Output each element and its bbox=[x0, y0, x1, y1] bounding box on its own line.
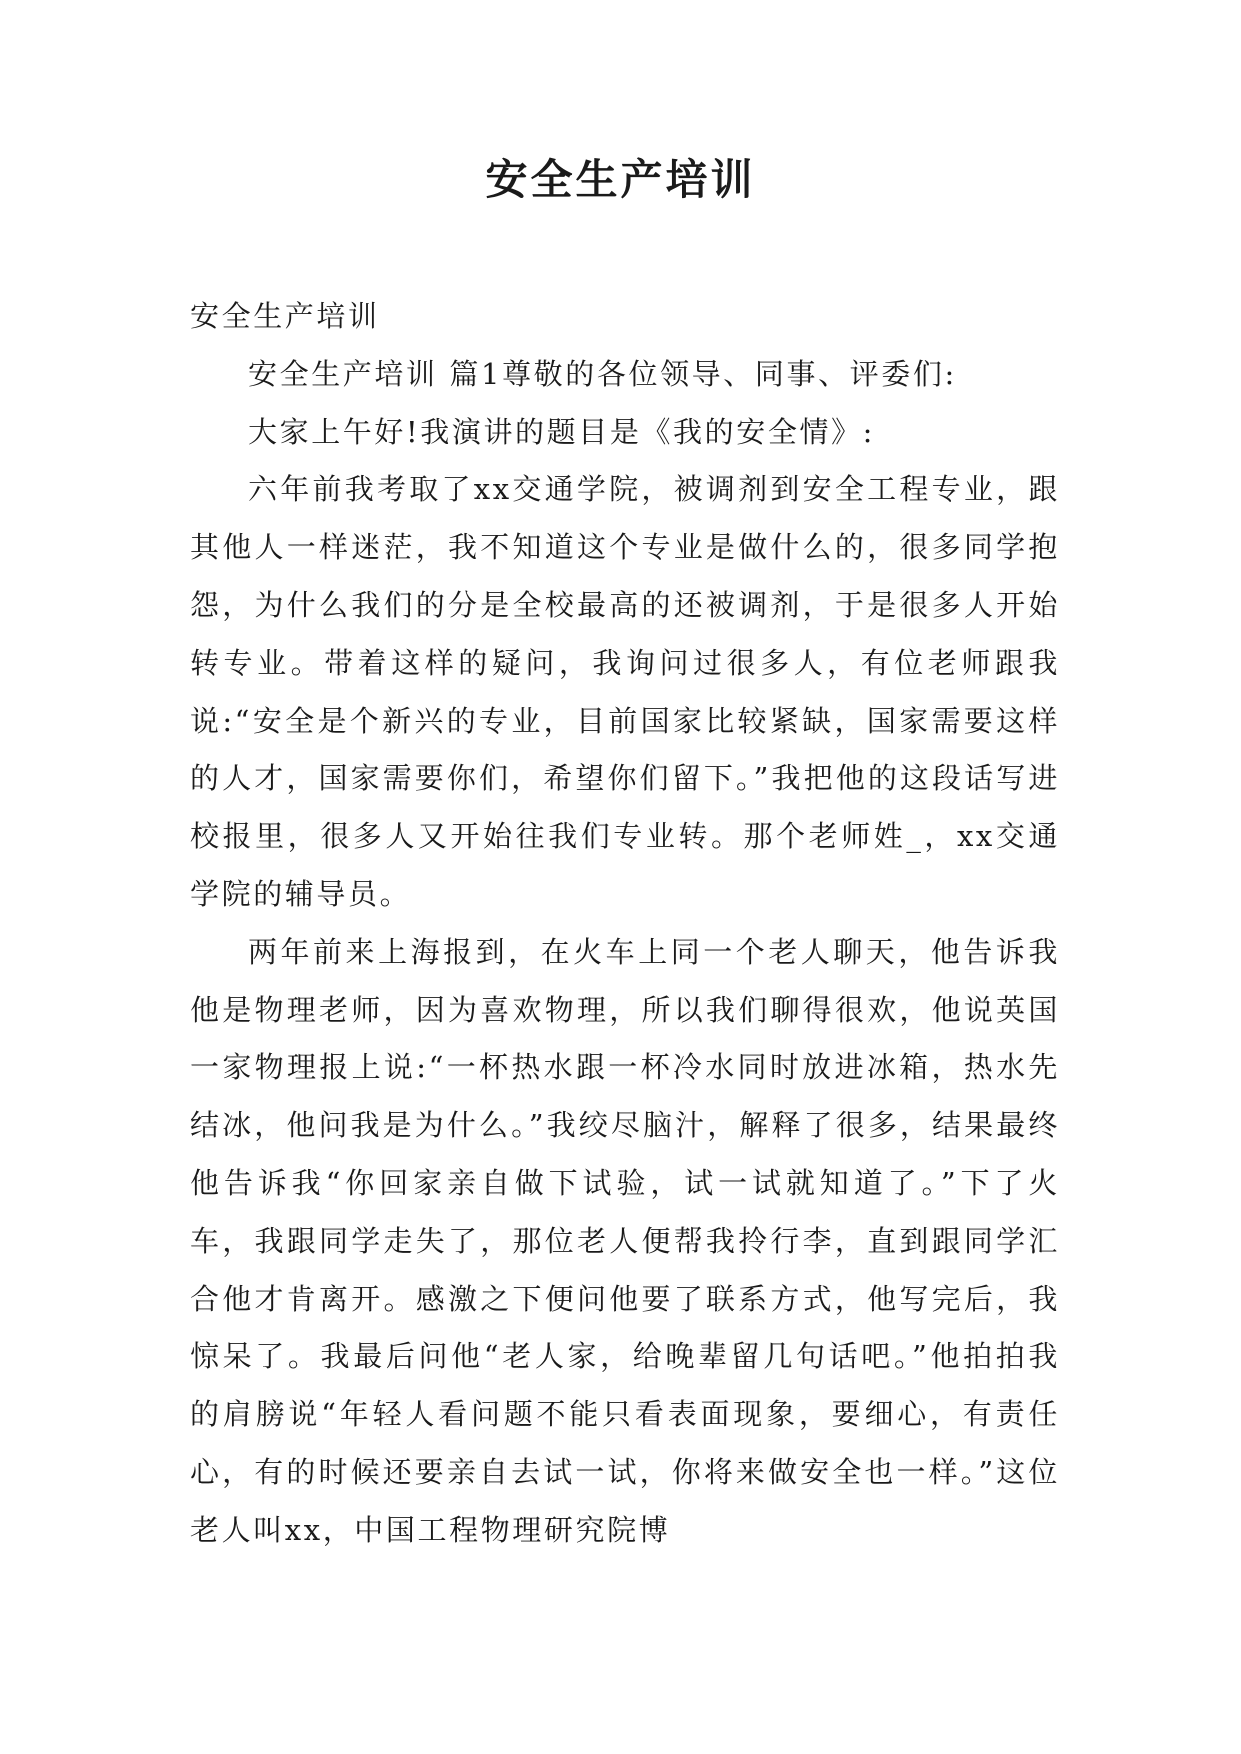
paragraph-greeting: 安全生产培训 篇1尊敬的各位领导、同事、评委们: bbox=[248, 356, 957, 391]
paragraph-story-train: 两年前来上海报到，在火车上同一个老人聊天，他告诉我他是物理老师，因为喜欢物理，所以我们聊得很欢，他说英国一家物理报上说:“一杯热水跟一杯冷水同时放进冰箱，热水先结冰，他问我是为什么。”我绞尽脑汁，解释了很多，结果最终他告诉我“你回家亲自做下试验，试一试就知道了。”下了火车，我跟同学走失了，那位老人便帮我拎行李，直到跟同学汇合他才肯离开。感激之下便问他要了联系方式，他写完后，我惊呆了。我最后问他“老人家，给晚辈留几句话吧。”他拍拍我的肩膀说“年轻人看问题不能只看表面现象，要细心，有责任心，有的时候还要亲自去试一试，你将来做安全也一样。”这位老人叫xx，中国工程物理研究院博 bbox=[190, 934, 1060, 1547]
paragraph-story-college: 六年前我考取了xx交通学院，被调剂到安全工程专业，跟其他人一样迷茫，我不知道这个专业是做什么的，很多同学抱怨，为什么我们的分是全校最高的还被调剂，于是很多人开始转专业。带着这样的疑问，我询问过很多人，有位老师跟我说:“安全是个新兴的专业，目前国家比较紧缺，国家需要这样的人才，国家需要你们，希望你们留下。”我把他的这段话写进校报里，很多人又开始往我们专业转。那个老师姓_，xx交通学院的辅导员。 bbox=[190, 472, 1060, 911]
document-subtitle: 安全生产培训 bbox=[190, 299, 380, 333]
document-body bbox=[190, 288, 1060, 1560]
document-title: 安全生产培训 bbox=[485, 155, 756, 204]
paragraph-topic: 大家上午好!我演讲的题目是《我的安全情》: bbox=[248, 414, 876, 449]
